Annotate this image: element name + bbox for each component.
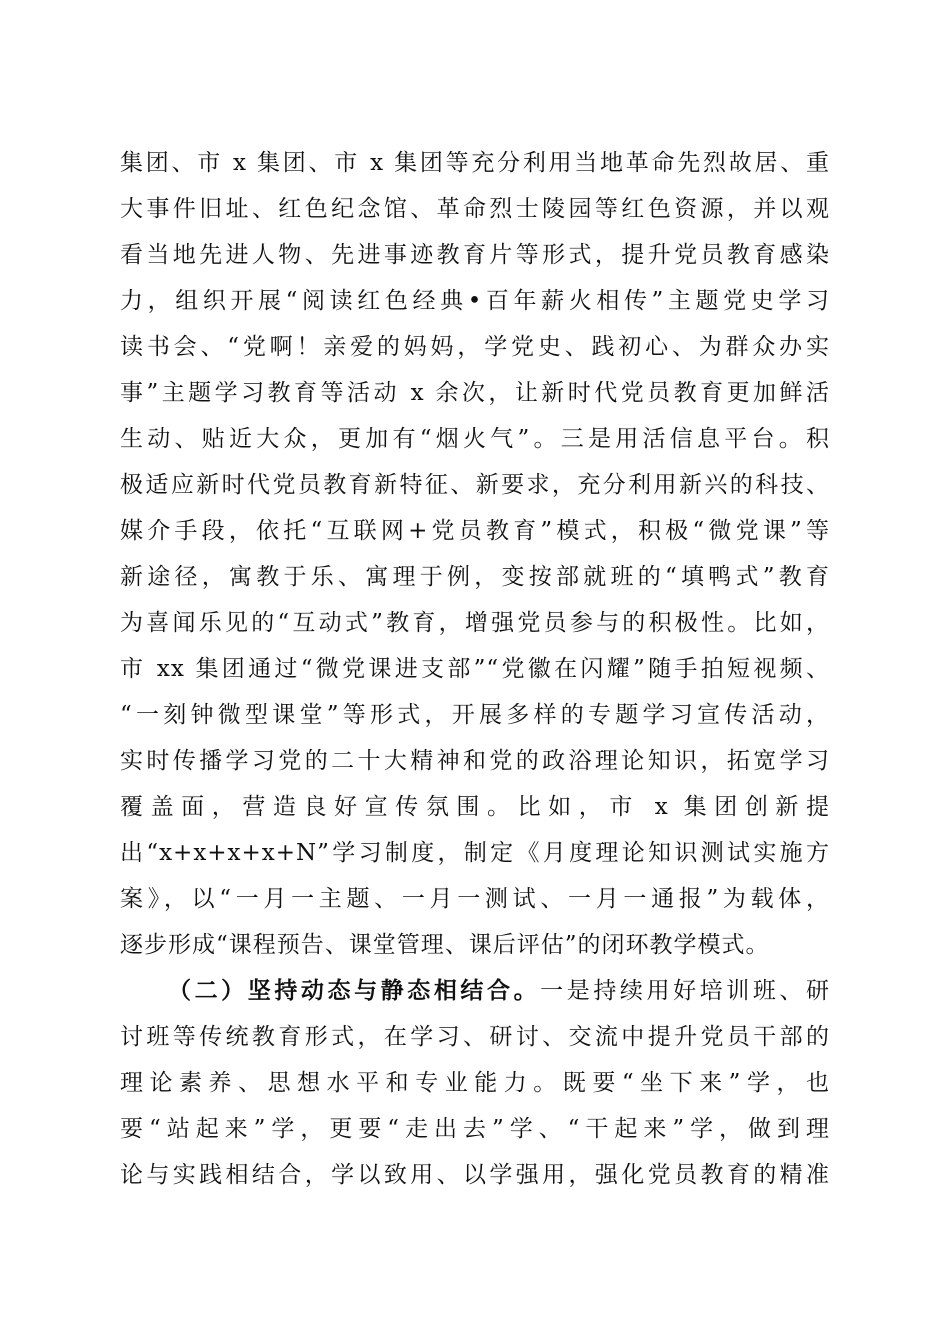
text-line: 讨班等传统教育形式，在学习、研讨、交流中提升党员干部的 [120, 1024, 830, 1050]
text-line: “一刻钟微型课堂”等形式，开展多样的专题学习宣传活动， [120, 702, 830, 728]
text-line: 市 xx 集团通过“微党课进支部”“党徽在闪耀”随手拍短视频、 [120, 656, 830, 682]
text-line: 案》，以“一月一主题、一月一测试、一月一通报”为载体， [120, 886, 830, 912]
text-line: 逐步形成“课程预告、课堂管理、课后评估”的闭环教学模式。 [120, 932, 770, 958]
text-span: 一是持续用好培训班、研 [540, 978, 831, 1004]
section-heading: （二）坚持动态与静态相结合。 [168, 977, 541, 1004]
body-text [120, 140, 830, 1198]
paragraph-2-first-line [120, 968, 830, 1014]
text-line: 力，组织开展“阅读红色经典•百年薪火相传”主题党史学习 [120, 288, 830, 314]
text-line: 媒介手段，依托“互联网+党员教育”模式，积极“微党课”等 [120, 518, 830, 544]
text-line: 看当地先进人物、先进事迹教育片等形式，提升党员教育感染 [120, 242, 830, 268]
text-line: 覆盖面，营造良好宣传氛围。比如，市 x 集团创新提 [120, 794, 830, 820]
text-line: 极适应新时代党员教育新特征、新要求，充分利用新兴的科技、 [120, 472, 830, 498]
text-line: 大事件旧址、红色纪念馆、革命烈士陵园等红色资源，并以观 [120, 196, 830, 222]
text-line: 事”主题学习教育等活动 x 余次，让新时代党员教育更加鲜活 [120, 380, 830, 406]
text-line: 为喜闻乐见的“互动式”教育，增强党员参与的积极性。比如， [120, 610, 830, 636]
text-line: 生动、贴近大众，更加有“烟火气”。三是用活信息平台。积 [120, 426, 830, 452]
text-line: 理论素养、思想水平和专业能力。既要“坐下来”学，也 [120, 1070, 830, 1096]
text-line: 要“站起来”学，更要“走出去”学、“干起来”学，做到理 [120, 1116, 830, 1142]
text-line: 出“x+x+x+x+N”学习制度，制定《月度理论知识测试实施方 [120, 840, 830, 866]
text-line: 论与实践相结合，学以致用、以学强用，强化党员教育的精准 [120, 1162, 830, 1188]
text-line: 读书会、“党啊！亲爱的妈妈，学党史、践初心、为群众办实 [120, 334, 830, 360]
text-line: 新途径，寓教于乐、寓理于例，变按部就班的“填鸭式”教育 [120, 564, 830, 590]
text-line: 集团、市 x 集团、市 x 集团等充分利用当地革命先烈故居、重 [120, 150, 830, 176]
text-line: 实时传播学习党的二十大精神和党的政浴理论知识，拓宽学习 [120, 748, 830, 774]
